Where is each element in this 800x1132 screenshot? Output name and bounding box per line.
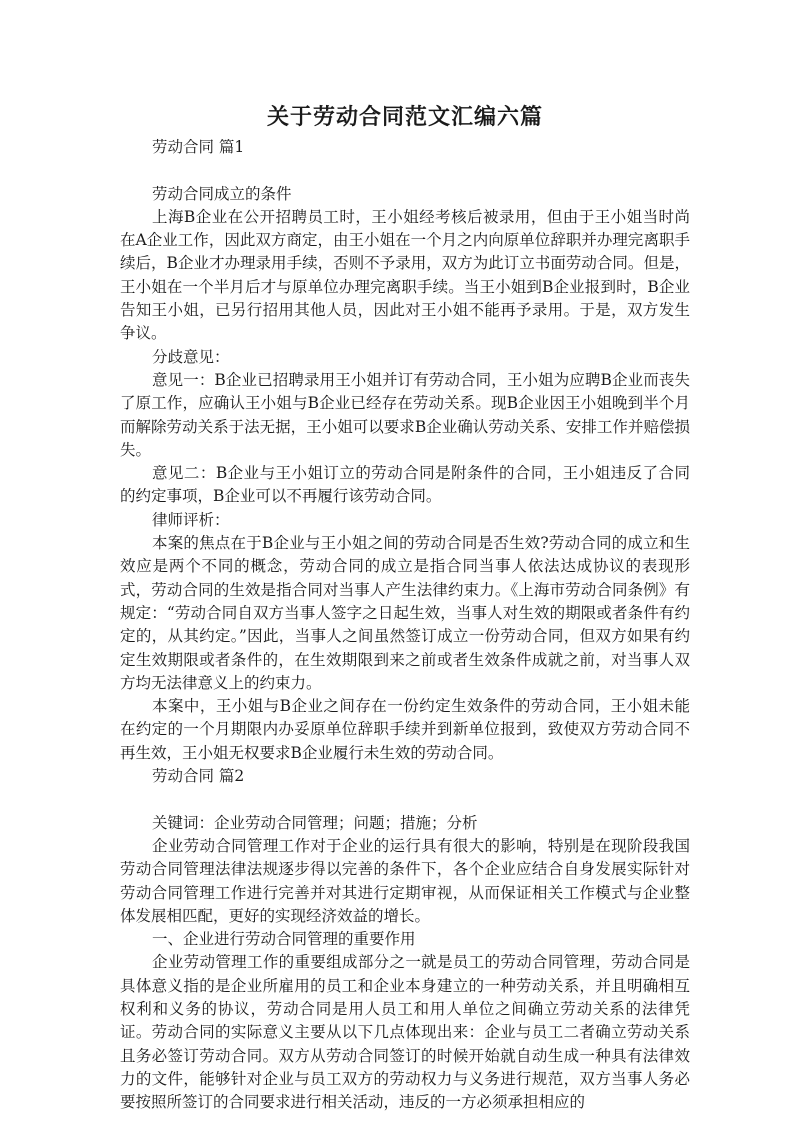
paragraph: 分歧意见： (152, 347, 230, 366)
paragraph: 本案中，王小姐与B企业之间存在一份约定生效条件的劳动合同，王小姐未能在约定的一个月期限内办妥原单位辞职手续并到新单位报到，致使双方劳动合同不再生效，王小姐无权要求B企业履行未生效的劳动合同。 (120, 697, 690, 762)
paragraph: 企业劳动合同管理工作对于企业的运行具有很大的影响，特别是在现阶段我国劳动合同管理法律法规逐步得以完善的条件下，各个企业应结合自身发展实际针对劳动合同管理工作进行完善并对其进行定期审视，从而保证相关工作模式与企业整体发展相匹配，更好的实现经济效益的增长。 (120, 836, 690, 925)
paragraph: 企业劳动管理工作的重要组成部分之一就是员工的劳动合同管理，劳动合同是具体意义指的是企业所雇用的员工和企业本身建立的一种劳动关系，并且明确相互权利和义务的协议，劳动合同是用人员工和用人单位之间确立劳动关系的法律凭证。劳动合同的实际意义主要从以下几点体现出来：企业与员工二者确立劳动关系且务必签订劳动合同。双方从劳动合同签订的时候开始就自动生成一种具有法律效力的文件，能够针对企业与员工双方的劳动权力与义务进行规范，双方当事人务必要按照所签订的合同要求进行相关活动，违反的一方必须承担相应的 (120, 953, 690, 1112)
section-heading-1: 劳动合同 篇1 (152, 138, 245, 156)
blank-line (120, 788, 690, 811)
keywords-line: 关键词：企业劳动合同管理；问题；措施；分析 (152, 813, 478, 832)
paragraph: 劳动合同成立的条件 (152, 184, 292, 203)
paragraph: 律师评析： (152, 510, 230, 529)
paragraph: 意见二：B企业与王小姐订立的劳动合同是附条件的合同，王小姐违反了合同的约定事项，B企业可以不再履行该劳动合同。 (120, 464, 690, 506)
paragraph: 本案的焦点在于B企业与王小姐之间的劳动合同是否生效?劳动合同的成立和生效应是两个不同的概念，劳动合同的成立是指合同当事人依法达成协议的表现形式，劳动合同的生效是指合同对当事人产生法律约束力。《上海市劳动合同条例》有规定：“劳动合同自双方当事人签字之日起生效，当事人对生效的期限或者条件有约定的，从其约定。”因此，当事人之间虽然签订成立一份劳动合同，但双方如果有约定生效期限或者条件的，在生效期限到来之前或者生效条件成就之前，对当事人双方均无法律意义上的约束力。 (120, 534, 690, 692)
section-heading-2: 劳动合同 篇2 (152, 767, 245, 786)
blank-line (120, 159, 690, 182)
subheading: 一、企业进行劳动合同管理的重要作用 (152, 930, 416, 949)
paragraph: 意见一：B企业已招聘录用王小姐并订有劳动合同，王小姐为应聘B企业而丧失了原工作，应确认王小姐与B企业已经存在劳动关系。现B企业因王小姐晚到半个月而解除劳动关系于法无据，王小姐可以要求B企业确认劳动关系、安排工作并赔偿损失。 (120, 370, 690, 459)
paragraph: 上海B企业在公开招聘员工时，王小姐经考核后被录用，但由于王小姐当时尚在A企业工作，因此双方商定，由王小姐在一个月之内向原单位辞职并办理完离职手续后，B企业才办理录用手续，否则不予录用，双方为此订立书面劳动合同。但是，王小姐在一个半月后才与原单位办理完离职手续。当王小姐到B企业报到时，B企业告知王小姐，已另行招用其他人员，因此对王小姐不能再予录用。于是，双方发生争议。 (120, 207, 690, 343)
document-title: 关于劳动合同范文汇编六篇 (266, 104, 543, 130)
